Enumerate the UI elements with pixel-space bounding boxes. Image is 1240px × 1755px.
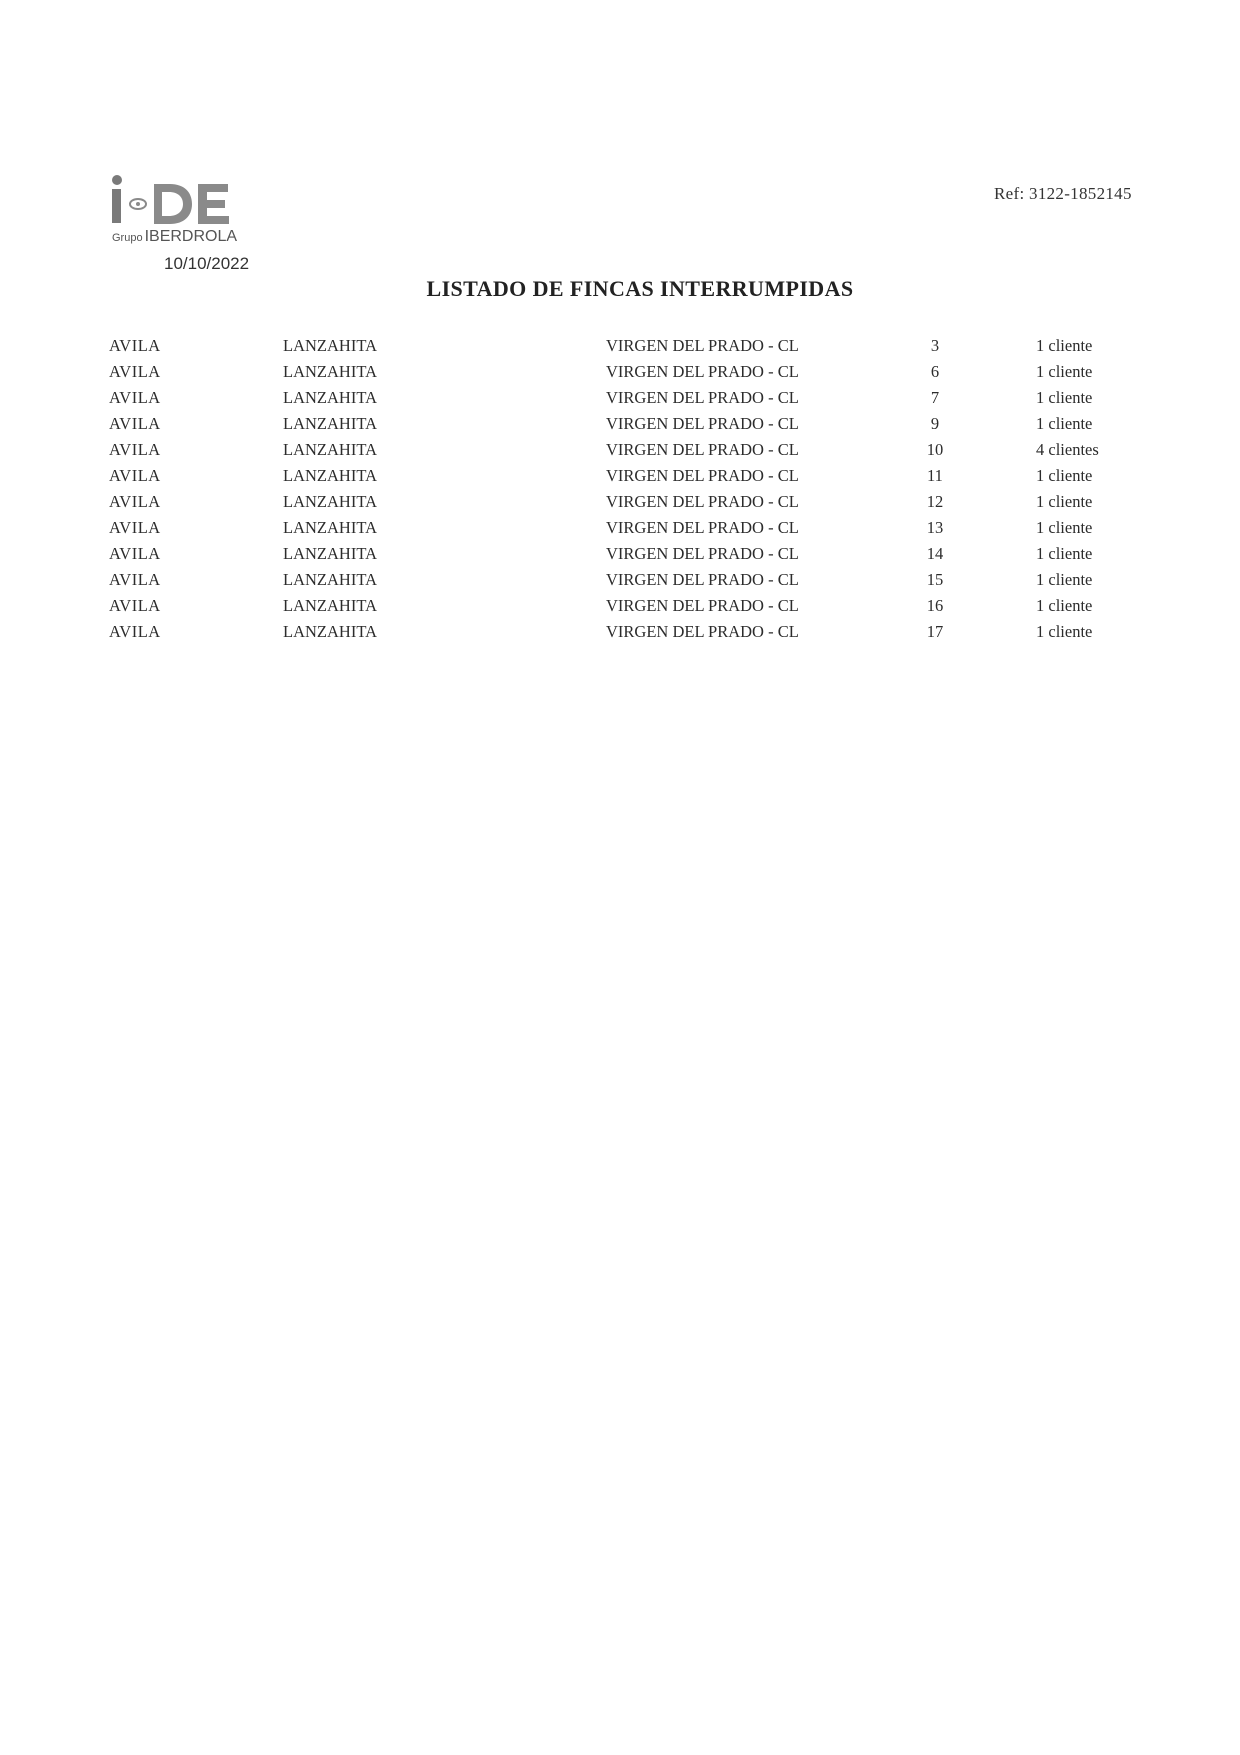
town-cell: LANZAHITA xyxy=(283,544,377,563)
properties-list xyxy=(0,336,1240,648)
street-cell: VIRGEN DEL PRADO - CL xyxy=(606,518,799,537)
province-cell: AVILA xyxy=(109,440,161,459)
clients-cell: 4 clientes xyxy=(1036,440,1099,459)
list-row xyxy=(0,388,1240,414)
street-cell: VIRGEN DEL PRADO - CL xyxy=(606,622,799,641)
province-cell: AVILA xyxy=(109,362,161,381)
i-de-logo xyxy=(108,172,258,232)
clients-cell: 1 cliente xyxy=(1036,492,1093,511)
list-row xyxy=(0,622,1240,648)
town-cell: LANZAHITA xyxy=(283,596,377,615)
iberdrola-group-label xyxy=(112,228,237,246)
clients-cell: 1 cliente xyxy=(1036,414,1093,433)
province-cell: AVILA xyxy=(109,336,161,355)
street-cell: VIRGEN DEL PRADO - CL xyxy=(606,466,799,485)
town-cell: LANZAHITA xyxy=(283,440,377,459)
list-row xyxy=(0,440,1240,466)
number-cell: 13 xyxy=(926,518,944,537)
province-cell: AVILA xyxy=(109,596,161,615)
list-row xyxy=(0,336,1240,362)
town-cell: LANZAHITA xyxy=(283,492,377,511)
street-cell: VIRGEN DEL PRADO - CL xyxy=(606,570,799,589)
clients-cell: 1 cliente xyxy=(1036,596,1093,615)
province-cell: AVILA xyxy=(109,622,161,641)
province-cell: AVILA xyxy=(109,466,161,485)
province-cell: AVILA xyxy=(109,414,161,433)
town-cell: LANZAHITA xyxy=(283,336,377,355)
town-cell: LANZAHITA xyxy=(283,388,377,407)
province-cell: AVILA xyxy=(109,570,161,589)
number-cell: 6 xyxy=(930,362,940,381)
number-cell: 14 xyxy=(926,544,944,563)
clients-cell: 1 cliente xyxy=(1036,336,1093,355)
clients-cell: 1 cliente xyxy=(1036,570,1093,589)
province-cell: AVILA xyxy=(109,518,161,537)
number-cell: 12 xyxy=(926,492,944,511)
group-name: IBERDROLA xyxy=(144,228,238,245)
list-row xyxy=(0,518,1240,544)
province-cell: AVILA xyxy=(109,388,161,407)
number-cell: 17 xyxy=(926,622,944,641)
town-cell: LANZAHITA xyxy=(283,466,377,485)
number-cell: 10 xyxy=(926,440,944,459)
clients-cell: 1 cliente xyxy=(1036,518,1093,537)
town-cell: LANZAHITA xyxy=(283,622,377,641)
list-row xyxy=(0,414,1240,440)
town-cell: LANZAHITA xyxy=(283,570,377,589)
number-cell: 3 xyxy=(930,336,940,355)
reference-number: Ref: 3122-1852145 xyxy=(994,184,1132,203)
street-cell: VIRGEN DEL PRADO - CL xyxy=(606,336,799,355)
document-date: 10/10/2022 xyxy=(164,254,250,273)
list-row xyxy=(0,570,1240,596)
number-cell: 11 xyxy=(927,466,943,485)
street-cell: VIRGEN DEL PRADO - CL xyxy=(606,362,799,381)
province-cell: AVILA xyxy=(109,544,161,563)
street-cell: VIRGEN DEL PRADO - CL xyxy=(606,544,799,563)
number-cell: 7 xyxy=(930,388,940,407)
street-cell: VIRGEN DEL PRADO - CL xyxy=(606,414,799,433)
town-cell: LANZAHITA xyxy=(283,362,377,381)
i-de-logo-mark xyxy=(108,172,258,228)
list-row xyxy=(0,596,1240,622)
list-row xyxy=(0,466,1240,492)
clients-cell: 1 cliente xyxy=(1036,622,1093,641)
street-cell: VIRGEN DEL PRADO - CL xyxy=(606,440,799,459)
clients-cell: 1 cliente xyxy=(1036,544,1093,563)
list-row xyxy=(0,544,1240,570)
town-cell: LANZAHITA xyxy=(283,414,377,433)
page-title: LISTADO DE FINCAS INTERRUMPIDAS xyxy=(426,276,854,301)
street-cell: VIRGEN DEL PRADO - CL xyxy=(606,492,799,511)
street-cell: VIRGEN DEL PRADO - CL xyxy=(606,596,799,615)
clients-cell: 1 cliente xyxy=(1036,466,1093,485)
clients-cell: 1 cliente xyxy=(1036,362,1093,381)
clients-cell: 1 cliente xyxy=(1036,388,1093,407)
street-cell: VIRGEN DEL PRADO - CL xyxy=(606,388,799,407)
number-cell: 9 xyxy=(930,414,940,433)
number-cell: 16 xyxy=(926,596,944,615)
province-cell: AVILA xyxy=(109,492,161,511)
list-row xyxy=(0,362,1240,388)
town-cell: LANZAHITA xyxy=(283,518,377,537)
number-cell: 15 xyxy=(926,570,944,589)
group-prefix: Grupo xyxy=(112,232,143,244)
list-row xyxy=(0,492,1240,518)
